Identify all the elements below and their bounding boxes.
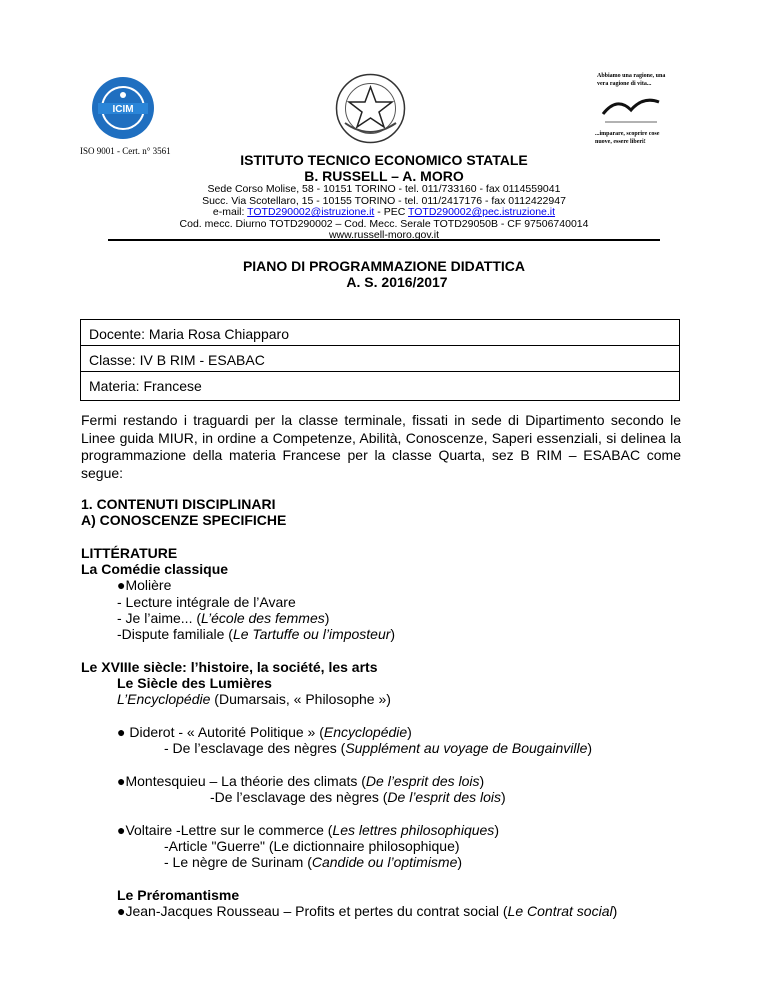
subject-row: Materia: Francese xyxy=(89,378,202,394)
list-item: -Article "Guerre" (Le dictionnaire philosophique) xyxy=(164,838,460,854)
school-name-line2: B. RUSSELL – A. MORO xyxy=(304,168,464,184)
author-moliere: ●Molière xyxy=(117,577,172,593)
intro-paragraph: Fermi restando i traguardi per la classe terminale, fissati in sede di Dipartimento secondo le Linee guida MIUR, in ordine a Competenze, Abilità, Conoscenze, Saperi essenziali, si delinea la programmazione della materia Francese per la classe Quarta, sez B RIM – ESABAC come segue: xyxy=(81,412,681,481)
author-diderot: ● Diderot - « Autorité Politique » (Encyclopédie) xyxy=(117,724,412,740)
author-voltaire: ●Voltaire -Lettre sur le commerce (Les lettres philosophiques) xyxy=(117,822,499,838)
email-link[interactable]: TOTD290002@istruzione.it xyxy=(247,206,375,218)
author-rousseau: ●Jean-Jacques Rousseau – Profits et pertes du contrat social (Le Contrat social) xyxy=(117,903,618,919)
pec-link[interactable]: TOTD290002@pec.istruzione.it xyxy=(408,206,556,218)
header-divider xyxy=(108,239,660,241)
class-row: Classe: IV B RIM - ESABAC xyxy=(81,346,679,372)
list-item: - Je l’aime... (L’école des femmes) xyxy=(117,610,330,626)
list-item: - Lecture intégrale de l’Avare xyxy=(117,594,296,610)
lumieres-heading: Le Siècle des Lumières xyxy=(117,675,272,691)
school-name-line1: ISTITUTO TECNICO ECONOMICO STATALE xyxy=(240,152,528,168)
address-main: Sede Corso Molise, 58 - 10151 TORINO - tel. 011/733160 - fax 0114559041 xyxy=(207,183,561,195)
subsection-heading: A) CONOSCENZE SPECIFICHE xyxy=(81,512,287,528)
century-heading: Le XVIIIe siècle: l’histoire, la société, les arts xyxy=(81,659,378,675)
literature-heading: LITTÉRATURE xyxy=(81,545,178,561)
motto-top-text: Abbiamo una ragione, una vera ragione di vita... xyxy=(597,73,666,87)
email-prefix: e-mail: xyxy=(212,206,248,218)
website-text: www.russell-moro.gov.it xyxy=(328,229,440,241)
document-title-line1: PIANO DI PROGRAMMAZIONE DIDATTICA xyxy=(242,258,526,274)
list-item: - De l’esclavage des nègres (Supplément au voyage de Bougainville) xyxy=(164,740,593,756)
document-title xyxy=(0,258,768,290)
italian-republic-emblem xyxy=(333,71,408,146)
comedie-heading: La Comédie classique xyxy=(81,561,229,577)
contact-line xyxy=(0,207,768,219)
pec-prefix: - PEC xyxy=(374,206,409,218)
document-title-line2: A. S. 2016/2017 xyxy=(346,274,448,290)
certification-text: ISO 9001 - Cert. n° 3561 xyxy=(80,146,171,156)
author-montesquieu: ●Montesquieu – La théorie des climats (De l’esprit des lois) xyxy=(117,773,485,789)
list-item: - Le nègre de Surinam (Candide ou l’optimisme) xyxy=(164,854,463,870)
motto-bottom-text: ...imparare, scoprire cose nuove, essere liberi! xyxy=(595,131,660,145)
list-item: -De l’esclavage des nègres (De l’esprit des lois) xyxy=(210,789,506,805)
codes-line: Cod. mecc. Diurno TOTD290002 – Cod. Mecc. Serale TOTD29050B - CF 97506740014 xyxy=(179,217,589,230)
section-heading: 1. CONTENUTI DISCIPLINARI xyxy=(81,496,276,512)
list-item: L’Encyclopédie (Dumarsais, « Philosophe ») xyxy=(117,691,391,707)
school-name xyxy=(0,152,768,184)
svg-text:ICIM: ICIM xyxy=(112,104,134,115)
icim-certification-logo xyxy=(80,75,166,141)
school-address xyxy=(0,184,768,242)
list-item: -Dispute familiale (Le Tartuffe ou l’imposteur) xyxy=(117,626,396,642)
preromantisme-heading: Le Préromantisme xyxy=(117,887,240,903)
teacher-row: Docente: Maria Rosa Chiapparo xyxy=(81,320,679,346)
address-branch: Succ. Via Scotellaro, 15 - 10155 TORINO - tel. 011/2417176 - fax 0112422947 xyxy=(202,194,566,207)
seagull-logo xyxy=(601,92,661,126)
course-info-box xyxy=(80,319,680,401)
